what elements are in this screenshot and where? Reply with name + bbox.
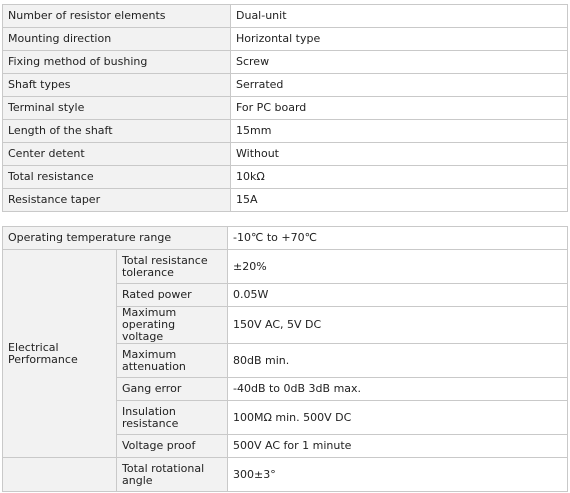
- table-row: [3, 120, 568, 143]
- perf-value: 300±3°: [228, 458, 568, 492]
- perf-label: [117, 307, 228, 344]
- spec-label: Length of the shaft: [3, 120, 231, 143]
- perf-label-text: Total resistance tolerance: [122, 253, 208, 279]
- operating-temperature-label: Operating temperature range: [3, 227, 228, 250]
- perf-value: ±20%: [228, 250, 568, 284]
- spec-value: 15mm: [231, 120, 568, 143]
- spec-label: Fixing method of bushing: [3, 51, 231, 74]
- spec-label: Terminal style: [3, 97, 231, 120]
- spec-value: 10kΩ: [231, 166, 568, 189]
- perf-label: [117, 401, 228, 435]
- electrical-performance-group-label: [3, 250, 117, 458]
- perf-label-text: Gang error: [122, 382, 182, 395]
- table-row: [3, 458, 568, 492]
- table-row: [3, 97, 568, 120]
- spec-label: Center detent: [3, 143, 231, 166]
- perf-label: [117, 250, 228, 284]
- spec-label: Resistance taper: [3, 189, 231, 212]
- spec-value: Screw: [231, 51, 568, 74]
- perf-label: [117, 458, 228, 492]
- perf-label: [117, 344, 228, 378]
- perf-label-text: Insulation resistance: [122, 404, 179, 430]
- spec-label: Total resistance: [3, 166, 231, 189]
- perf-label-text: Voltage proof: [122, 439, 196, 452]
- perf-value: 80dB min.: [228, 344, 568, 378]
- spec-label: Shaft types: [3, 74, 231, 97]
- perf-label-text: Maximum attenuation: [122, 347, 186, 373]
- table-row: [3, 143, 568, 166]
- spec-value: 15A: [231, 189, 568, 212]
- spec-label: Number of resistor elements: [3, 5, 231, 28]
- spec-value: For PC board: [231, 97, 568, 120]
- spec-label: Mounting direction: [3, 28, 231, 51]
- perf-label-text: Maximum operating voltage: [122, 306, 177, 343]
- spec-value: Serrated: [231, 74, 568, 97]
- operating-temperature-value: -10℃ to +70℃: [228, 227, 568, 250]
- perf-value: 100MΩ min. 500V DC: [228, 401, 568, 435]
- perf-value: -40dB to 0dB 3dB max.: [228, 378, 568, 401]
- perf-value: 0.05W: [228, 284, 568, 307]
- perf-value: 150V AC, 5V DC: [228, 307, 568, 344]
- perf-value: 500V AC for 1 minute: [228, 435, 568, 458]
- table-row: [3, 28, 568, 51]
- spec-value: Without: [231, 143, 568, 166]
- perf-label-text: Rated power: [122, 288, 192, 301]
- table-row: [3, 250, 568, 284]
- spec-table: [2, 4, 568, 212]
- group-label-text: Electrical Performance: [8, 340, 78, 366]
- performance-table: [2, 226, 568, 492]
- perf-label-text: Total rotational angle: [122, 461, 205, 487]
- perf-label: [117, 378, 228, 401]
- table-row: [3, 5, 568, 28]
- group-label-continuation: [3, 458, 117, 492]
- table-row: [3, 166, 568, 189]
- perf-label: [117, 435, 228, 458]
- spec-value: Horizontal type: [231, 28, 568, 51]
- perf-label: [117, 284, 228, 307]
- table-row: [3, 189, 568, 212]
- spec-value: Dual-unit: [231, 5, 568, 28]
- table-row: [3, 227, 568, 250]
- table-row: [3, 51, 568, 74]
- table-row: [3, 74, 568, 97]
